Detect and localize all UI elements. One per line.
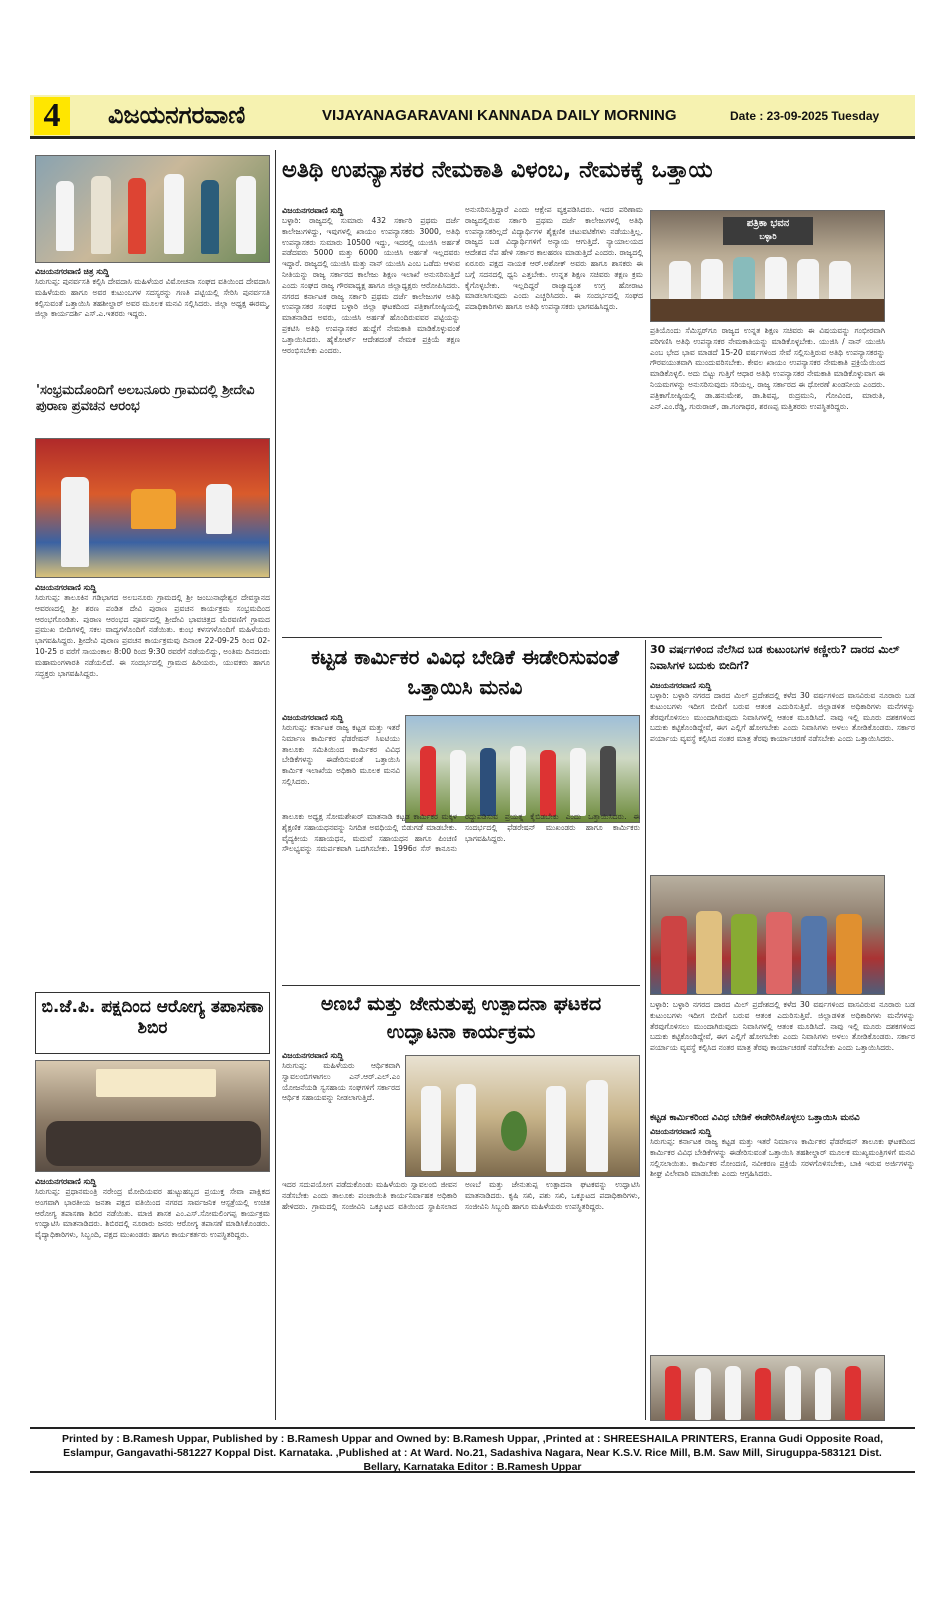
story-workers-brief [650, 1126, 915, 1347]
newspaper-tagline: VIJAYANAGARAVANI KANNADA DAILY MORNING [322, 107, 677, 124]
story-text: ಬಳ್ಳಾರಿ: ಬಳ್ಳಾರಿ ನಗರದ ದಾರದ ಮಿಲ್ ಪ್ರದೇಶದಲ್ಲಿ ಕಳೆದ 30 ವರ್ಷಗಳಿಂದ ವಾಸವಿರುವ ನೂರಾರು ಬಡ ಕುಟುಂಬಗಳು ಇದೀಗ ಬೀದಿಗೆ ಬರುವ ಆತಂಕ ಎದುರಿಸುತ್ತಿವೆ. ಜಿಲ್ಲಾಡಳಿತ ಅಧಿಕಾರಿಗಳು ಮನೆಗಳನ್ನು ತೆರವುಗೊಳಿಸಲು ಮುಂದಾಗಿರುವುದು ನಿವಾಸಿಗಳಲ್ಲಿ ಆತಂಕ ಮೂಡಿಸಿದೆ. ನಾವು ಇಲ್ಲಿ ಮೂರು ದಶಕಗಳಿಂದ ಬದುಕು ಕಟ್ಟಿಕೊಂಡಿದ್ದೇವೆ, ಈಗ ಎಲ್ಲಿಗೆ ಹೋಗಬೇಕು ಎಂದು ನಿವಾಸಿಗಳು ಅಳಲು ತೋಡಿಕೊಂಡರು. ಸರ್ಕಾರ ಪರ್ಯಾಯ ವ್ಯವಸ್ಥೆ ಕಲ್ಪಿಸಿದ ನಂತರ ಮಾತ್ರ ತೆರವು ಕಾರ್ಯಾಚರಣೆ ನಡೆಸಬೇಕು ಎಂದು ಒತ್ತಾಯಿಸಿದರು. [650, 691, 915, 744]
imprint-footer [30, 1427, 915, 1473]
story-text: ಅನುಸರಿಸುತ್ತಿದ್ದಾರೆ ಎಂದು ಆಕ್ಷೇಪ ವ್ಯಕ್ತಪಡಿಸಿದರು. ಇದರ ಪರಿಣಾಮ ರಾಜ್ಯದಲ್ಲಿರುವ ಸರ್ಕಾರಿ ಪ್ರಥಮ ದರ್ಜೆ ಕಾಲೇಜುಗಳಲ್ಲಿ ಅತಿಥಿ ಉಪನ್ಯಾಸಕರಿಲ್ಲದೆ ವಿದ್ಯಾರ್ಥಿಗಳ ಶೈಕ್ಷಣಿಕ ಚಟುವಟಿಕೆಗಳು ನಡೆಯುತ್ತಿಲ್ಲ. ರಾಜ್ಯದ ಬಡ ವಿದ್ಯಾರ್ಥಿಗಳಿಗೆ ಅನ್ಯಾಯ ಆಗುತ್ತಿದೆ. ನ್ಯಾಯಾಲಯದ ಆದೇಶದ ನೆಪ ಹೇಳಿ ಸರ್ಕಾರ ಕಾಲಹರಣ ಮಾಡುತ್ತಿದೆ ಎಂದರು. ರಾಜ್ಯದಲ್ಲಿ ಏರೂರು ಪಕ್ಷದ ನಾಯಕ ಆರ್.ಅಶೋಕ್ ಅವರು ಹಾಗೂ ಶಾಸಕರು ಈ ಬಗ್ಗೆ ಸದನದಲ್ಲಿ ಧ್ವನಿ ಎತ್ತಬೇಕು. ಉನ್ನತ ಶಿಕ್ಷಣ ಸಚಿವರು ತಕ್ಷಣ ಕ್ರಮ ಕೈಗೊಳ್ಳಬೇಕು. ಇಲ್ಲದಿದ್ದರೆ ರಾಜ್ಯಾದ್ಯಂತ ಉಗ್ರ ಹೋರಾಟ ಮಾಡಲಾಗುವುದು ಎಂದು ಎಚ್ಚರಿಸಿದರು. ಈ ಸಂದರ್ಭದಲ್ಲಿ ಸಂಘದ ಪದಾಧಿಕಾರಿಗಳು ಹಾಗೂ ಅತಿಥಿ ಉಪನ್ಯಾಸಕರು ಭಾಗವಹಿಸಿದ್ದರು. [465, 205, 643, 312]
dateline: ವಿಜಯನಗರವಾಣಿ ಸುದ್ದಿ [650, 1127, 712, 1136]
dateline: ವಿಜಯನಗರವಾಣಿ ಸುದ್ದಿ [282, 206, 344, 215]
headline-bjp: ಬಿ.ಜೆ.ಪಿ. ಪಕ್ಷದಿಂದ ಆರೋಗ್ಯ ತಪಾಸಣಾ ಶಿಬಿರ [41, 997, 264, 1039]
story-purana [35, 582, 270, 991]
headline-lead: ಅತಿಥಿ ಉಪನ್ಯಾಸಕರ ನೇಮಕಾತಿ ವಿಳಂಬ, ನೇಮಕಕ್ಕೆ ಒತ್ತಾಯ [282, 157, 713, 183]
photo-devadasi-memorandum [35, 155, 270, 263]
banner-press-bhavan: ಪತ್ರಿಕಾ ಭವನ ಬಳ್ಳಾರಿ [723, 217, 813, 245]
dateline: ವಿಜಯನಗರವಾಣಿ ಚಿತ್ರ ಸುದ್ದಿ [35, 267, 109, 276]
imprint-line-2: Eslampur, Gangavathi-581227 Koppal Dist. Karnataka. ,Published at : At Ward. No.21, Sadashiva Nagara, Near K.S.V. Rice Mill, B.M. Saw Mill, Siruguppa-583121 Dist. [63, 1447, 882, 1459]
photo-unit-inauguration [405, 1055, 640, 1177]
story-text: ಸಿರುಗುಪ್ಪ: ಮಹಿಳೆಯರು ಆರ್ಥಿಕವಾಗಿ ಸ್ವಾವಲಂಬಿಗಳಾಗಲು ಎನ್.ಆರ್.ಎಲ್.ಎಂ ಯೋಜನೆಯಡಿ ಸ್ವಸಹಾಯ ಸಂಘಗಳಿಗೆ ಸರ್ಕಾರದ ಆರ್ಥಿಕ ಸಹಾಯವನ್ನು ನೀಡಲಾಗುತ್ತಿದೆ. [282, 1061, 400, 1103]
imprint-line-3: Bellary, Karnataka Editor : B.Ramesh Uppar [363, 1461, 582, 1473]
story-mill-residents [650, 680, 915, 881]
story-bjp [35, 1176, 270, 1419]
photo-workers-protest [405, 715, 640, 823]
photo-press-meet [650, 210, 885, 322]
page-number: 4 [34, 97, 70, 135]
lead-col-3 [650, 326, 885, 626]
headline-purana: 'ಸಂಭ್ರಮದೊಂದಿಗೆ ಅಲಬನೂರು ಗ್ರಾಮದಲ್ಲಿ ಶ್ರೀದೇವಿ ಪುರಾಣ ಪ್ರವಚನ ಆರಂಭ [36, 383, 255, 415]
story-text: ಬಳ್ಳಾರಿ: ಬಳ್ಳಾರಿ ನಗರದ ದಾರದ ಮಿಲ್ ಪ್ರದೇಶದಲ್ಲಿ ಕಳೆದ 30 ವರ್ಷಗಳಿಂದ ವಾಸವಿರುವ ನೂರಾರು ಬಡ ಕುಟುಂಬಗಳು ಇದೀಗ ಬೀದಿಗೆ ಬರುವ ಆತಂಕ ಎದುರಿಸುತ್ತಿವೆ. ಜಿಲ್ಲಾಡಳಿತ ಅಧಿಕಾರಿಗಳು ಮನೆಗಳನ್ನು ತೆರವುಗೊಳಿಸಲು ಮುಂದಾಗಿರುವುದು ನಿವಾಸಿಗಳಲ್ಲಿ ಆತಂಕ ಮೂಡಿಸಿದೆ. ನಾವು ಇಲ್ಲಿ ಮೂರು ದಶಕಗಳಿಂದ ಬದುಕು ಕಟ್ಟಿಕೊಂಡಿದ್ದೇವೆ, ಈಗ ಎಲ್ಲಿಗೆ ಹೋಗಬೇಕು ಎಂದು ನಿವಾಸಿಗಳು ಅಳಲು ತೋಡಿಕೊಂಡರು. ಸರ್ಕಾರ ಪರ್ಯಾಯ ವ್ಯವಸ್ಥೆ ಕಲ್ಪಿಸಿದ ನಂತರ ಮಾತ್ರ ತೆರವು ಕಾರ್ಯಾಚರಣೆ ನಡೆಸಬೇಕು ಎಂದು ಒತ್ತಾಯಿಸಿದರು. [650, 1000, 915, 1053]
dateline: ವಿಜಯನಗರವಾಣಿ ಸುದ್ದಿ [35, 1177, 97, 1186]
headline-box-bjp [35, 992, 270, 1054]
story-text: ಪ್ರತಿಯೊಂದು ಸೆಮಿಸ್ಟರ್‌ಗೂ ರಾಜ್ಯದ ಉನ್ನತ ಶಿಕ್ಷಣ ಸಚಿವರು ಈ ವಿಷಯವನ್ನು ಗಂಭೀರವಾಗಿ ಪರಿಗಣಿಸಿ ಅತಿಥಿ ಉಪನ್ಯಾಸಕರ ನೇಮಕಾತಿಯನ್ನು ಮಾಡಿಕೊಳ್ಳಬೇಕು. ಯುಜಿಸಿ / ನಾನ್ ಯುಜಿಸಿ ಎಂಬ ಭೇದ ಭಾವ ಮಾಡದೆ 15-20 ವರ್ಷಗಳಿಂದ ಸೇವೆ ಸಲ್ಲಿಸುತ್ತಿರುವ ಅತಿಥಿ ಉಪನ್ಯಾಸಕರನ್ನು ಗೌರವಯುತವಾಗಿ ಮುಂದುವರಿಸಬೇಕು. ಕೇವಲ ಖಾಯಂ ಉಪನ್ಯಾಸಕರ ನೇಮಕಾತಿ ಪ್ರಕ್ರಿಯೆಯಿಂದ ಮಾಡಿಕೊಳ್ಳಲಿ. ಅದು ಬಿಟ್ಟು ಗುತ್ತಿಗೆ ಆಧಾರ ಅತಿಥಿ ಉಪನ್ಯಾಸಕರ ನೇಮಕಾತಿ ಮಾಡಿಕೊಳ್ಳುವಾಗ ಈ ನಿಯಮಗಳನ್ನು ಅನುಸರಿಸುವುದು ಸರಿಯಲ್ಲ. ರಾಜ್ಯ ಸರ್ಕಾರದ ಈ ಧೋರಣೆ ಖಂಡನೀಯ ಎಂದರು. ಪತ್ರಿಕಾಗೋಷ್ಠಿಯಲ್ಲಿ ಡಾ.ಹನುಮೇಶ, ಡಾ.ಶಿವಪ್ಪ, ರುದ್ರಮುನಿ, ಗೋವಿಂದ, ಮಾರುತಿ, ಎನ್.ಎಂ.ರೆಡ್ಡಿ, ಗುರುರಾಜ್, ಡಾ.ಗಂಗಾಧರ, ಶರಣಪ್ಪ ಮತ್ತಿತರರು ಉಪಸ್ಥಿತರಿದ್ದರು. [650, 326, 885, 411]
story-devadasi [35, 266, 270, 369]
column-rule [275, 150, 276, 1420]
story-honey-bottom [282, 1180, 640, 1415]
story-text: ಸಿರುಗುಪ್ಪ: ಕರ್ನಾಟಕ ರಾಜ್ಯ ಕಟ್ಟಡ ಮತ್ತು ಇತರೆ ನಿರ್ಮಾಣ ಕಾರ್ಮಿಕರ ಫೆಡರೇಷನ್ ಸಿಐಟಿಯು ತಾಲೂಕು ಸಮಿತಿಯಿಂದ ಕಾರ್ಮಿಕರ ವಿವಿಧ ಬೇಡಿಕೆಗಳನ್ನು ಈಡೇರಿಸುವಂತೆ ಒತ್ತಾಯಿಸಿ ಕಾರ್ಮಿಕ ಇಲಾಖೆಯ ಅಧಿಕಾರಿ ಮೂಲಕ ಮನವಿ ಸಲ್ಲಿಸಿದರು. [282, 723, 400, 786]
lead-col-1 [282, 205, 460, 636]
headline-workers-brief: ಕಟ್ಟಡ ಕಾರ್ಮಿಕರಿಂದ ವಿವಿಧ ಬೇಡಿಕೆ ಈಡೇರಿಸಿಕೊಳ್ಳಲು ಒತ್ತಾಯಿಸಿ ಮನವಿ [650, 1113, 860, 1123]
story-text: ಸಿರುಗುಪ್ಪ: ಪುನರ್ವಸತಿ ಕಲ್ಪಿಸಿ ದೇವದಾಸಿ ಮಹಿಳೆಯರ ವಿಮೋಚನಾ ಸಂಘದ ವತಿಯಿಂದ ದೇವದಾಸಿ ಮಹಿಳೆಯರು ಹಾಗೂ ಅವರ ಕುಟುಂಬಗಳ ಸದಸ್ಯರನ್ನು ಗಣತಿ ಪಟ್ಟಿಯಲ್ಲಿ ಸೇರಿಸಿ ಪುನರ್ವಸತಿ ಕಲ್ಪಿಸುವಂತೆ ಒತ್ತಾಯಿಸಿ ತಹಶೀಲ್ದಾರ್ ಅವರ ಮೂಲಕ ಮನವಿ ಸಲ್ಲಿಸಿದರು. ಜಿಲ್ಲಾ ಅಧ್ಯಕ್ಷ ಈರಮ್ಮ, ಜಿಲ್ಲಾ ಕಾರ್ಯದರ್ಶಿ ಎಸ್.ಎ.ಇತರರು ಇದ್ದರು. [35, 277, 270, 319]
dateline: ವಿಜಯನಗರವಾಣಿ ಸುದ್ದಿ [35, 583, 97, 592]
story-text: ಸಿರುಗುಪ್ಪ: ಪ್ರಧಾನಮಂತ್ರಿ ನರೇಂದ್ರ ಮೋದಿಯವರ ಹುಟ್ಟುಹಬ್ಬದ ಪ್ರಯುಕ್ತ ಸೇವಾ ಪಾಕ್ಷಿಕದ ಅಂಗವಾಗಿ ಭಾರತೀಯ ಜನತಾ ಪಕ್ಷದ ವತಿಯಿಂದ ನಗರದ ಸಾರ್ವಜನಿಕ ಆಸ್ಪತ್ರೆಯಲ್ಲಿ ಉಚಿತ ಆರೋಗ್ಯ ತಪಾಸಣಾ ಶಿಬಿರ ನಡೆಯಿತು. ಮಾಜಿ ಶಾಸಕ ಎಂ.ಎಸ್.ಸೋಮಲಿಂಗಪ್ಪ ಕಾರ್ಯಕ್ರಮ ಉದ್ಘಾಟಿಸಿ ಮಾತನಾಡಿದರು. ಶಿಬಿರದಲ್ಲಿ ನೂರಾರು ಜನರು ಆರೋಗ್ಯ ತಪಾಸಣೆ ಮಾಡಿಸಿಕೊಂಡರು. ವೈದ್ಯಾಧಿಕಾರಿಗಳು, ಸಿಬ್ಬಂದಿ, ಪಕ್ಷದ ಮುಖಂಡರು ಹಾಗೂ ಕಾರ್ಯಕರ್ತರು ಉಪಸ್ಥಿತರಿದ್ದರು. [35, 1187, 270, 1240]
dateline: ವಿಜಯನಗರವಾಣಿ ಸುದ್ದಿ [282, 1051, 344, 1060]
story-text: ಸಿರುಗುಪ್ಪ: ಕರ್ನಾಟಕ ರಾಜ್ಯ ಕಟ್ಟಡ ಮತ್ತು ಇತರೆ ನಿರ್ಮಾಣ ಕಾರ್ಮಿಕರ ಫೆಡರೇಷನ್ ತಾಲೂಕು ಘಟಕದಿಂದ ಕಾರ್ಮಿಕರ ವಿವಿಧ ಬೇಡಿಕೆಗಳನ್ನು ಈಡೇರಿಸುವಂತೆ ಒತ್ತಾಯಿಸಿ ತಹಶೀಲ್ದಾರ್ ಮೂಲಕ ಮುಖ್ಯಮಂತ್ರಿಗಳಿಗೆ ಮನವಿ ಸಲ್ಲಿಸಲಾಯಿತು. ಕಾರ್ಮಿಕರ ನೋಂದಣಿ, ನವೀಕರಣ ಪ್ರಕ್ರಿಯೆ ಸರಳಗೊಳಿಸಬೇಕು, ಬಾಕಿ ಇರುವ ಅರ್ಜಿಗಳನ್ನು ಶೀಘ್ರ ವಿಲೇವಾರಿ ಮಾಡಬೇಕು ಎಂದು ಆಗ್ರಹಿಸಿದರು. [650, 1137, 915, 1179]
newspaper-name: ವಿಜಯನಗರವಾಣಿ [108, 101, 246, 129]
story-workers-left [282, 712, 400, 819]
story-workers-bottom [282, 812, 640, 980]
story-mill-residents-cont [650, 1000, 915, 1100]
story-text: ತಾಲೂಕು ಅಧ್ಯಕ್ಷ ಸೋಮಶೇಖರ್ ಮಾತನಾಡಿ ಕಟ್ಟಡ ಕಾರ್ಮಿಕರ ಮಕ್ಕಳ ಶೈಕ್ಷಣಿಕ ಸಹಾಯಧನವನ್ನು ನಿಗದಿತ ಅವಧಿಯಲ್ಲಿ ಬಿಡುಗಡೆ ಮಾಡಬೇಕು. ವೈದ್ಯಕೀಯ ಸಹಾಯಧನ, ಮದುವೆ ಸಹಾಯಧನ ಹಾಗೂ ಪಿಂಚಣಿ ಸೌಲಭ್ಯವನ್ನು ಸಮರ್ಪಕವಾಗಿ ಒದಗಿಸಬೇಕು. 1996ರ ಸೆಸ್ ಕಾನೂನು ರದ್ದುಪಡಿಸುವ ಪ್ರಯತ್ನ ಕೈಬಿಡಬೇಕು ಎಂದು ಒತ್ತಾಯಿಸಿದರು. ಈ ಸಂದರ್ಭದಲ್ಲಿ ಫೆಡರೇಷನ್ ಮುಖಂಡರು ಹಾಗೂ ಕಾರ್ಮಿಕರು ಭಾಗವಹಿಸಿದ್ದರು. [282, 812, 640, 854]
issue-date: Date : 23-09-2025 Tuesday [730, 109, 880, 123]
section-rule [282, 637, 882, 638]
dateline: ವಿಜಯನಗರವಾಣಿ ಸುದ್ದಿ [282, 713, 344, 722]
story-text: ಸಿರುಗುಪ್ಪ: ತಾಲೂಕಿನ ಗಡಿಭಾಗದ ಅಲಬನೂರು ಗ್ರಾಮದಲ್ಲಿ ಶ್ರೀ ಜಂಬುನಾಥೇಶ್ವರ ದೇವಸ್ಥಾನದ ಆವರಣದಲ್ಲಿ ಶ್ರೀ ಶರಣ ಪಂಡಿತ ದೇವಿ ಪುರಾಣ ಪ್ರವಚನ ಕಾರ್ಯಕ್ರಮ ಸಂಭ್ರಮದಿಂದ ಆರಂಭಗೊಂಡಿತು. ಪುರಾಣ ಆರಂಭದ ಪೂರ್ವದಲ್ಲಿ ಶ್ರೀದೇವಿ ಭಾವಚಿತ್ರದ ಮೆರವಣಿಗೆ ಗ್ರಾಮದ ಪ್ರಮುಖ ಬೀದಿಗಳಲ್ಲಿ ಸಕಲ ವಾದ್ಯಗಳೊಂದಿಗೆ ನಡೆಯಿತು. ಕುಂಭ ಕಳಸಗಳೊಂದಿಗೆ ಮಹಿಳೆಯರು ಭಾಗವಹಿಸಿದ್ದರು. ಶ್ರೀದೇವಿ ಪುರಾಣ ಪ್ರವಚನ ಕಾರ್ಯಕ್ರಮವು ದಿನಾಂಕ 22-09-25 ರಿಂದ 02-10-25 ರ ವರೆಗೆ ಸಾಯಂಕಾಲ 8:00 ರಿಂದ 9:30 ರವರೆಗೆ ನಡೆಯಲಿದ್ದು, ಅಂತಿಮ ದಿನದಂದು ಮಹಾಮಂಗಳಾರತಿ ನಡೆಯಲಿದೆ. ಈ ಸಂದರ್ಭದಲ್ಲಿ ಗ್ರಾಮದ ಹಿರಿಯರು, ಯುವಕರು ಹಾಗೂ ಸದ್ಭಕ್ತರು ಭಾಗವಹಿಸಿದ್ದರು. [35, 593, 270, 678]
section-rule [282, 985, 640, 986]
photo-workers-brief [650, 1355, 885, 1421]
story-text: ಬಳ್ಳಾರಿ: ರಾಜ್ಯದಲ್ಲಿ ಸುಮಾರು 432 ಸರ್ಕಾರಿ ಪ್ರಥಮ ದರ್ಜೆ ಕಾಲೇಜುಗಳಿದ್ದು, ಇವುಗಳಲ್ಲಿ ಖಾಯಂ ಉಪನ್ಯಾಸಕರು 3000, ಅತಿಥಿ ಉಪನ್ಯಾಸಕರು ಸುಮಾರು 10500 ಇದ್ದು, ಇದರಲ್ಲಿ ಯುಜಿಸಿ ಅರ್ಹತೆ ಪಡೆದವರು 5000 ಮತ್ತು 6000 ಯುಜಿಸಿ ಅರ್ಹತೆ ಇಲ್ಲದವರು ಇದ್ದಾರೆ. ರಾಜ್ಯದಲ್ಲಿ ಯುಜಿಸಿ ಮತ್ತು ನಾನ್ ಯುಜಿಸಿ ಎಂಬ ಒಡೆದು ಆಳುವ ನೀತಿಯನ್ನು ರಾಜ್ಯ ಸರ್ಕಾರದ ಕಾಲೇಜು ಶಿಕ್ಷಣ ಇಲಾಖೆ ಅನುಸರಿಸುತ್ತಿದೆ ಎಂದು ಸಂಘದ ರಾಜ್ಯ ಗೌರವಾಧ್ಯಕ್ಷ ಹಾಗೂ ಜಿಲ್ಲಾಧ್ಯಕ್ಷರು ಆರೋಪಿಸಿದರು. ನಗರದ ಕರ್ನಾಟಕ ರಾಜ್ಯ ಸರ್ಕಾರಿ ಪ್ರಥಮ ದರ್ಜೆ ಕಾಲೇಜುಗಳ ಅತಿಥಿ ಉಪನ್ಯಾಸಕರ ಸಂಘದ ಬಳ್ಳಾರಿ ಜಿಲ್ಲಾ ಘಟಕದಿಂದ ಪತ್ರಿಕಾಗೋಷ್ಠಿಯಲ್ಲಿ ಮಾತನಾಡಿದ ಅವರು, ಯುಜಿಸಿ ಅರ್ಹತೆ ಹೊಂದಿರುವವರ ಪಟ್ಟಿಯನ್ನು ಪ್ರಕಟಿಸಿ ಅತಿಥಿ ಉಪನ್ಯಾಸಕರ ಹುದ್ದೆಗೆ ನೇಮಕಾತಿ ಮಾಡಿಕೊಳ್ಳುವಂತೆ ಒತ್ತಾಯಿಸಿದರು. ಹೈಕೋರ್ಟ್ ಆದೇಶದಂತೆ ನೇಮಕ ಪ್ರಕ್ರಿಯೆ ತಕ್ಷಣ ಆರಂಭಿಸಬೇಕು ಎಂದರು. [282, 216, 460, 355]
photo-health-camp [35, 1060, 270, 1172]
headline-honey: ಅಣಬೆ ಮತ್ತು ಜೇನುತುಪ್ಪ ಉತ್ಪಾದನಾ ಘಟಕದ ಉದ್ಘಾಟನಾ ಕಾರ್ಯಕ್ರಮ [320, 993, 602, 1043]
masthead [30, 95, 915, 139]
story-honey-left [282, 1050, 400, 1187]
imprint-line-1: Printed by : B.Ramesh Uppar, Published by : B.Ramesh Uppar and Owned by: B.Ramesh Uppar, ,Printed at : SHREESHAILA PRINTERS, Eranna Gudi Opposite Road, [61, 1433, 884, 1445]
headline-workers: ಕಟ್ಟಡ ಕಾರ್ಮಿಕರ ವಿವಿಧ ಬೇಡಿಕೆ ಈಡೇರಿಸುವಂತೆ ಒತ್ತಾಯಿಸಿ ಮನವಿ [311, 645, 619, 699]
headline-mill-residents: 30 ವರ್ಷಗಳಿಂದ ನೆಲೆಸಿದ ಬಡ ಕುಟುಂಬಗಳ ಕಣ್ಣೀರು? ದಾರದ ಮಿಲ್ ನಿವಾಸಿಗಳ ಬದುಕು ಬೀದಿಗೆ? [650, 643, 900, 672]
column-rule [645, 640, 646, 1420]
photo-purana-pravachana [35, 438, 270, 578]
photo-residents-gathering [650, 875, 885, 995]
story-text: ಇದರ ಸದುಪಯೋಗ ಪಡೆದುಕೊಂಡು ಮಹಿಳೆಯರು ಸ್ವಾವಲಂಬಿ ಜೀವನ ನಡೆಸಬೇಕು ಎಂದು ತಾಲೂಕು ಪಂಚಾಯಿತಿ ಕಾರ್ಯನಿರ್ವಾಹಕ ಅಧಿಕಾರಿ ಹೇಳಿದರು. ಗ್ರಾಮದಲ್ಲಿ ಸಂಜೀವಿನಿ ಒಕ್ಕೂಟದ ವತಿಯಿಂದ ಸ್ಥಾಪಿಸಲಾದ ಅಣಬೆ ಮತ್ತು ಜೇನುತುಪ್ಪ ಉತ್ಪಾದನಾ ಘಟಕವನ್ನು ಉದ್ಘಾಟಿಸಿ ಮಾತನಾಡಿದರು. ಕೃಷಿ ಸಖಿ, ಪಶು ಸಖಿ, ಒಕ್ಕೂಟದ ಪದಾಧಿಕಾರಿಗಳು, ಸಂಜೀವಿನಿ ಸಿಬ್ಬಂದಿ ಹಾಗೂ ಮಹಿಳೆಯರು ಉಪಸ್ಥಿತರಿದ್ದರು. [282, 1180, 640, 1211]
lead-col-2 [465, 205, 643, 636]
dateline: ವಿಜಯನಗರವಾಣಿ ಸುದ್ದಿ [650, 681, 712, 690]
